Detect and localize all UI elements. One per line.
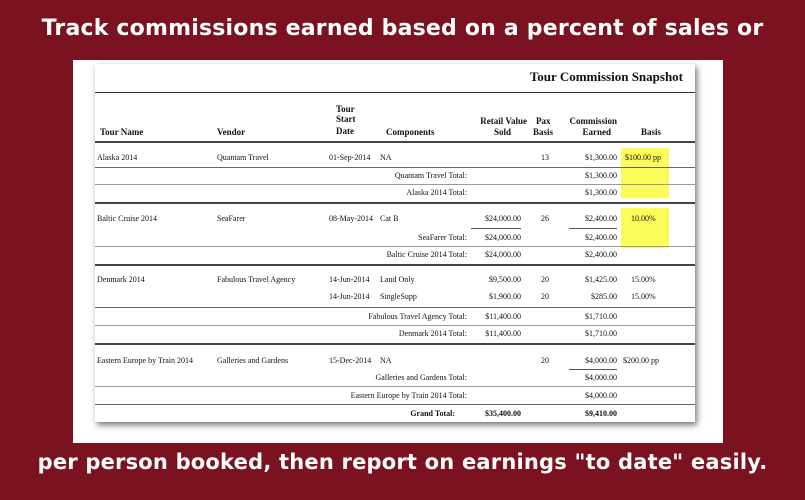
header-retail-1: Retail Value [480, 116, 527, 126]
caption-bottom: per person booked, then report on earnings "to date" easily. [37, 450, 768, 474]
header-start-date-3: Date [336, 126, 354, 136]
retail-underline [471, 228, 521, 229]
grand-total-retail: $35,400.00 [485, 409, 521, 418]
vendor-name: SeaFarer [217, 214, 246, 223]
basis-value: 10.00% [631, 214, 656, 223]
subtotal-label: Quantam Travel Total: [394, 171, 467, 180]
caption-top: Track commissions earned based on a percent of sales or [41, 16, 764, 41]
row-rule [95, 184, 695, 185]
subtotal-retail: $24,000.00 [485, 250, 521, 259]
header-rule [95, 141, 695, 143]
header-tour-name: Tour Name [100, 127, 144, 137]
component: NA [380, 356, 392, 365]
header-commission-2: Earned [582, 127, 611, 137]
grand-total-commission: $9,410.00 [585, 409, 617, 418]
subtotal-label: Eastern Europe by Train 2014 Total: [350, 391, 467, 400]
component: SingleSupp [380, 292, 417, 301]
component: NA [380, 153, 392, 162]
header-basis: Basis [641, 127, 662, 137]
subtotal-label: Fabulous Travel Agency Total: [368, 312, 467, 321]
subtotal-commission: $1,710.00 [585, 312, 617, 321]
commission-earned: $1,425.00 [585, 275, 617, 284]
commission-earned: $4,000.00 [585, 356, 617, 365]
grand-total-label: Grand Total: [410, 409, 455, 418]
start-date: 15-Dec-2014 [329, 356, 372, 365]
group-rule [95, 202, 695, 204]
subtotal-commission: $1,300.00 [585, 171, 617, 180]
vendor-name: Quantam Travel [217, 153, 269, 162]
row-rule [95, 307, 695, 308]
basis-value: $200.00 pp [623, 356, 659, 365]
group-rule [95, 343, 695, 345]
tour-name: Eastern Europe by Train 2014 [97, 356, 193, 365]
pax-basis: 13 [541, 153, 549, 162]
pax-basis: 26 [541, 214, 549, 223]
title-rule [95, 92, 695, 93]
vendor-name: Fabulous Travel Agency [217, 275, 296, 284]
pax-basis: 20 [541, 292, 549, 301]
subtotal-label: SeaFarer Total: [418, 233, 467, 242]
commission-earned: $1,300.00 [585, 153, 617, 162]
start-date: 14-Jun-2014 [329, 275, 370, 284]
retail-value: $24,000.00 [485, 214, 521, 223]
subtotal-retail: $24,000.00 [485, 233, 521, 242]
subtotal-label: Galleries and Gardens Total: [375, 373, 467, 382]
start-date: 08-May-2014 [329, 214, 373, 223]
retail-value: $1,900.00 [489, 292, 521, 301]
header-pax-1: Pax [536, 116, 551, 126]
commission-earned: $2,400.00 [585, 214, 617, 223]
header-start-date-1: Tour [336, 104, 355, 114]
commission-underline [569, 228, 617, 229]
vendor-name: Galleries and Gardens [217, 356, 289, 365]
subtotal-label: Denmark 2014 Total: [398, 329, 467, 338]
row-rule [95, 246, 695, 247]
tour-name: Baltic Cruise 2014 [97, 214, 157, 223]
tour-name: Denmark 2014 [97, 275, 145, 284]
header-components: Components [386, 127, 435, 137]
basis-value: 15.00% [631, 292, 656, 301]
subtotal-commission: $2,400.00 [585, 233, 617, 242]
pax-basis: 20 [541, 275, 549, 284]
commission-earned: $285.00 [591, 292, 617, 301]
row-rule [95, 404, 695, 405]
row-rule [95, 325, 695, 326]
component: Land Only [380, 275, 415, 284]
basis-value: 15.00% [631, 275, 656, 284]
subtotal-commission: $2,400.00 [585, 250, 617, 259]
report-page [73, 60, 723, 443]
commission-underline [569, 369, 617, 370]
subtotal-commission: $4,000.00 [585, 373, 617, 382]
component: Cat B [380, 214, 399, 223]
row-rule [95, 167, 695, 168]
header-retail-2: Sold [493, 127, 511, 137]
subtotal-commission: $4,000.00 [585, 391, 617, 400]
start-date: 14-Jun-2014 [329, 292, 370, 301]
header-pax-2: Basis [533, 127, 554, 137]
report-title: Tour Commission Snapshot [529, 69, 683, 84]
header-commission-1: Commission [569, 116, 617, 126]
header-start-date-2: Start [336, 114, 356, 124]
subtotal-commission: $1,710.00 [585, 329, 617, 338]
pax-basis: 20 [541, 356, 549, 365]
report-sheet [95, 64, 695, 422]
basis-value: $100.00 pp [625, 153, 661, 162]
retail-value: $9,500.00 [489, 275, 521, 284]
group-rule [95, 264, 695, 266]
start-date: 01-Sep-2014 [329, 153, 371, 162]
subtotal-label: Alaska 2014 Total: [406, 188, 467, 197]
tour-name: Alaska 2014 [97, 153, 138, 162]
subtotal-commission: $1,300.00 [585, 188, 617, 197]
subtotal-retail: $11,400.00 [485, 329, 521, 338]
subtotal-label: Baltic Cruise 2014 Total: [386, 250, 467, 259]
header-vendor: Vendor [217, 127, 246, 137]
row-rule [95, 386, 695, 387]
subtotal-retail: $11,400.00 [485, 312, 521, 321]
